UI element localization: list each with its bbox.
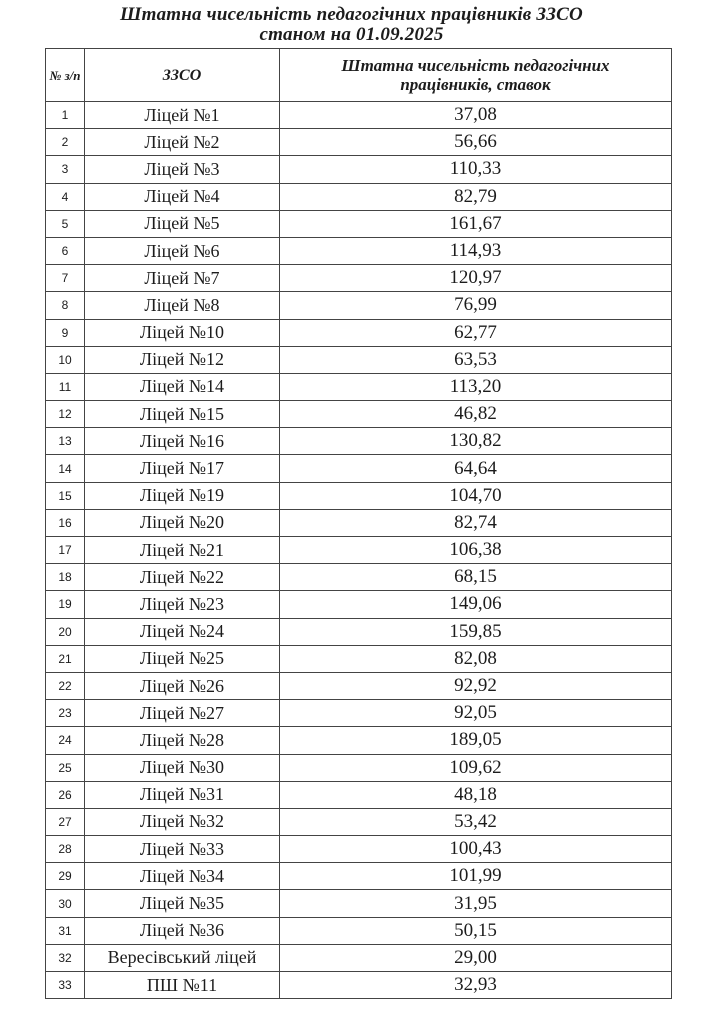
header-staff-count: Штатна чисельність педагогічних працівників, ставок <box>280 49 672 102</box>
row-number: 12 <box>46 401 85 428</box>
table-row <box>46 183 672 210</box>
school-name: Ліцей №10 <box>85 319 280 346</box>
row-number: 29 <box>46 863 85 890</box>
table-row <box>46 156 672 183</box>
school-name: Ліцей №6 <box>85 237 280 264</box>
row-number: 31 <box>46 917 85 944</box>
row-number: 23 <box>46 700 85 727</box>
school-name: Ліцей №17 <box>85 455 280 482</box>
row-number: 33 <box>46 972 85 999</box>
school-name: Ліцей №12 <box>85 346 280 373</box>
school-name: Ліцей №34 <box>85 863 280 890</box>
staff-count: 189,05 <box>280 727 672 754</box>
row-number: 22 <box>46 672 85 699</box>
row-number: 10 <box>46 346 85 373</box>
header-row <box>46 49 672 102</box>
row-number: 9 <box>46 319 85 346</box>
row-number: 3 <box>46 156 85 183</box>
table-row <box>46 428 672 455</box>
staff-count: 64,64 <box>280 455 672 482</box>
row-number: 30 <box>46 890 85 917</box>
table-row <box>46 808 672 835</box>
table-row <box>46 645 672 672</box>
staff-count: 56,66 <box>280 129 672 156</box>
school-name: Ліцей №20 <box>85 509 280 536</box>
school-name: ПШ №11 <box>85 972 280 999</box>
table-row <box>46 863 672 890</box>
table-row <box>46 591 672 618</box>
school-name: Ліцей №7 <box>85 265 280 292</box>
school-name: Ліцей №27 <box>85 700 280 727</box>
staff-count: 82,79 <box>280 183 672 210</box>
row-number: 21 <box>46 645 85 672</box>
header-number: № з/п <box>46 49 85 102</box>
school-name: Ліцей №3 <box>85 156 280 183</box>
staff-count: 31,95 <box>280 890 672 917</box>
school-name: Ліцей №14 <box>85 373 280 400</box>
school-name: Ліцей №35 <box>85 890 280 917</box>
table-row <box>46 727 672 754</box>
table-row <box>46 265 672 292</box>
table-row <box>46 373 672 400</box>
row-number: 8 <box>46 292 85 319</box>
staff-count: 46,82 <box>280 401 672 428</box>
staff-count: 161,67 <box>280 210 672 237</box>
school-name: Ліцей №24 <box>85 618 280 645</box>
school-name: Ліцей №5 <box>85 210 280 237</box>
row-number: 32 <box>46 944 85 971</box>
school-name: Ліцей №23 <box>85 591 280 618</box>
row-number: 6 <box>46 237 85 264</box>
staff-count: 114,93 <box>280 237 672 264</box>
school-name: Ліцей №30 <box>85 754 280 781</box>
school-name: Ліцей №8 <box>85 292 280 319</box>
staff-count: 113,20 <box>280 373 672 400</box>
staff-count: 106,38 <box>280 537 672 564</box>
row-number: 19 <box>46 591 85 618</box>
school-name: Ліцей №31 <box>85 781 280 808</box>
table-row <box>46 618 672 645</box>
table-body <box>46 102 672 999</box>
table-row <box>46 672 672 699</box>
row-number: 16 <box>46 509 85 536</box>
table-row <box>46 401 672 428</box>
staff-count: 50,15 <box>280 917 672 944</box>
staff-count: 92,05 <box>280 700 672 727</box>
table-row <box>46 890 672 917</box>
row-number: 15 <box>46 482 85 509</box>
staff-count: 48,18 <box>280 781 672 808</box>
row-number: 25 <box>46 754 85 781</box>
table-row <box>46 944 672 971</box>
school-name: Ліцей №26 <box>85 672 280 699</box>
table-row <box>46 346 672 373</box>
table-row <box>46 509 672 536</box>
staff-count: 92,92 <box>280 672 672 699</box>
school-name: Ліцей №33 <box>85 836 280 863</box>
table-row <box>46 482 672 509</box>
staff-count: 82,08 <box>280 645 672 672</box>
row-number: 17 <box>46 537 85 564</box>
table-row <box>46 700 672 727</box>
staff-count: 100,43 <box>280 836 672 863</box>
table-row <box>46 537 672 564</box>
row-number: 24 <box>46 727 85 754</box>
school-name: Ліцей №25 <box>85 645 280 672</box>
staff-count: 68,15 <box>280 564 672 591</box>
row-number: 26 <box>46 781 85 808</box>
school-name: Вересівський ліцей <box>85 944 280 971</box>
header-school: ЗЗСО <box>85 49 280 102</box>
table-row <box>46 237 672 264</box>
staff-count: 110,33 <box>280 156 672 183</box>
table-row <box>46 319 672 346</box>
school-name: Ліцей №19 <box>85 482 280 509</box>
table-row <box>46 564 672 591</box>
staff-count: 29,00 <box>280 944 672 971</box>
table-row <box>46 292 672 319</box>
row-number: 27 <box>46 808 85 835</box>
school-name: Ліцей №16 <box>85 428 280 455</box>
school-name: Ліцей №15 <box>85 401 280 428</box>
staff-count: 37,08 <box>280 102 672 129</box>
table-row <box>46 836 672 863</box>
staff-table <box>45 48 672 999</box>
row-number: 2 <box>46 129 85 156</box>
staff-count: 120,97 <box>280 265 672 292</box>
row-number: 18 <box>46 564 85 591</box>
school-name: Ліцей №2 <box>85 129 280 156</box>
staff-count: 62,77 <box>280 319 672 346</box>
table-row <box>46 754 672 781</box>
staff-count: 130,82 <box>280 428 672 455</box>
staff-count: 82,74 <box>280 509 672 536</box>
row-number: 5 <box>46 210 85 237</box>
row-number: 28 <box>46 836 85 863</box>
school-name: Ліцей №36 <box>85 917 280 944</box>
staff-count: 149,06 <box>280 591 672 618</box>
staff-count: 53,42 <box>280 808 672 835</box>
staff-count: 76,99 <box>280 292 672 319</box>
table-header <box>46 49 672 102</box>
row-number: 14 <box>46 455 85 482</box>
row-number: 7 <box>46 265 85 292</box>
table-row <box>46 781 672 808</box>
table-row <box>46 102 672 129</box>
staff-count: 63,53 <box>280 346 672 373</box>
table-row <box>46 210 672 237</box>
staff-count: 104,70 <box>280 482 672 509</box>
table-row <box>46 972 672 999</box>
school-name: Ліцей №28 <box>85 727 280 754</box>
row-number: 11 <box>46 373 85 400</box>
row-number: 4 <box>46 183 85 210</box>
document-title: Штатна чисельність педагогічних працівників ЗЗСО <box>120 4 583 25</box>
table-row <box>46 129 672 156</box>
staff-count: 159,85 <box>280 618 672 645</box>
staff-count: 109,62 <box>280 754 672 781</box>
table-row <box>46 455 672 482</box>
school-name: Ліцей №32 <box>85 808 280 835</box>
school-name: Ліцей №21 <box>85 537 280 564</box>
staff-count: 101,99 <box>280 863 672 890</box>
school-name: Ліцей №1 <box>85 102 280 129</box>
school-name: Ліцей №22 <box>85 564 280 591</box>
row-number: 20 <box>46 618 85 645</box>
table-row <box>46 917 672 944</box>
document-date: станом на 01.09.2025 <box>259 24 444 45</box>
school-name: Ліцей №4 <box>85 183 280 210</box>
staff-count: 32,93 <box>280 972 672 999</box>
row-number: 13 <box>46 428 85 455</box>
row-number: 1 <box>46 102 85 129</box>
